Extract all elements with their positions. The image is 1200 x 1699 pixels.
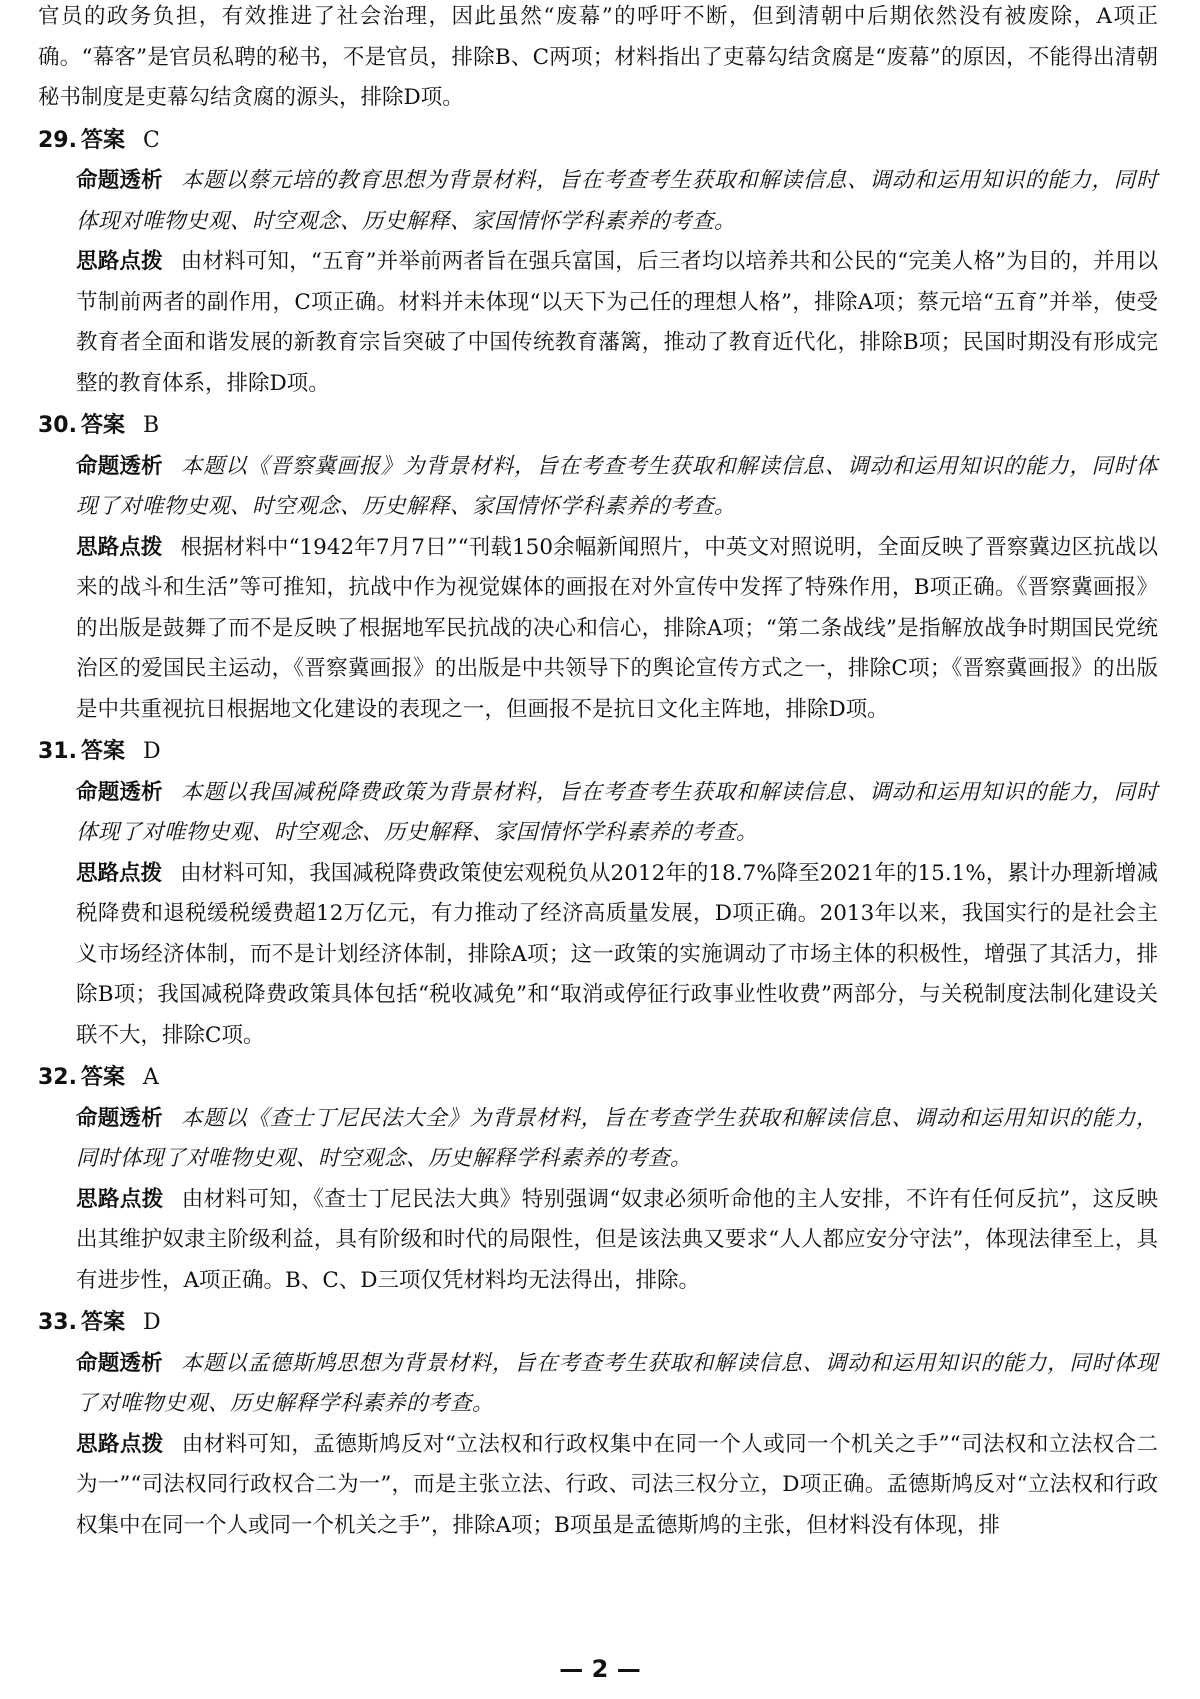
answer-heading: [38, 1058, 1158, 1099]
question-number: 30.: [38, 413, 77, 438]
hint-paragraph: [38, 242, 1158, 404]
answer-heading: [38, 1303, 1158, 1344]
analysis-text: 本题以蔡元培的教育思想为背景材料，旨在考查考生获取和解读信息、调动和运用知识的能力，同时体现对唯物史观、时空观念、历史解释、家国情怀学科素养的考查。: [76, 168, 1158, 234]
question-30: [38, 406, 1158, 730]
answer-letter: B: [143, 413, 160, 438]
analysis-label: 命题透析: [76, 1105, 163, 1131]
analysis-text: 本题以《晋察冀画报》为背景材料，旨在考查考生获取和解读信息、调动和运用知识的能力，同时体现了对唯物史观、时空观念、历史解释、家国情怀学科素养的考查。: [76, 453, 1158, 519]
answer-label: 答案: [80, 739, 125, 764]
hint-paragraph: [38, 1425, 1158, 1547]
analysis-label: 命题透析: [76, 779, 163, 805]
analysis-label: 命题透析: [76, 453, 163, 479]
analysis-paragraph: [38, 161, 1158, 242]
hint-label: 思路点拨: [76, 534, 163, 560]
hint-text: 根据材料中“1942年7月7日”“刊载150余幅新闻照片，中英文对照说明，全面反映了晋察冀边区抗战以来的战斗和生活”等可推知，抗战中作为视觉媒体的画报在对外宣传中发挥了特殊作用，B项正确。《晋察冀画报》的出版是鼓舞了而不是反映了根据地军民抗战的决心和信心，排除A项；“第二条战线”是指解放战争时期国民党统治区的爱国民主运动，《晋察冀画报》的出版是中共领导下的舆论宣传方式之一，排除C项；《晋察冀画报》的出版是中共重视抗日根据地文化建设的表现之一，但画报不是抗日文化主阵地，排除D项。: [76, 534, 1158, 722]
analysis-paragraph: [38, 1099, 1158, 1180]
hint-label: 思路点拨: [76, 1186, 164, 1212]
answer-letter: D: [143, 1310, 161, 1335]
hint-paragraph: [38, 1180, 1158, 1302]
hint-text: 由材料可知，《查士丁尼民法大典》特别强调“奴隶必须听命他的主人安排，不许有任何反抗”，这反映出其维护奴隶主阶级利益，具有阶级和时代的局限性，但是该法典又要求“人人都应安分守法”，体现法律至上，具有进步性，A项正确。B、C、D三项仅凭材料均无法得出，排除。: [76, 1186, 1158, 1293]
question-number: 33.: [38, 1310, 77, 1335]
question-number: 32.: [38, 1065, 77, 1090]
answer-letter: D: [143, 739, 161, 764]
answer-heading: [38, 121, 1158, 162]
hint-label: 思路点拨: [76, 249, 163, 274]
answer-letter: C: [143, 127, 160, 153]
hint-text: 由材料可知，我国减税降费政策使宏观税负从2012年的18.7%降至2021年的15.1%，累计办理新增减税降费和退税缓税缓费超12万亿元，有力推动了经济高质量发展，D项正确。2013年以来，我国实行的是社会主义市场经济体制，而不是计划经济体制，排除A项；这一政策的实施调动了市场主体的积极性，增强了其活力，排除B项；我国减税降费政策具体包括“税收减免”和“取消或停征行政事业性收费”两部分，与关税制度法制化建设关联不大，排除C项。: [76, 860, 1158, 1048]
answer-label: 答案: [80, 413, 125, 438]
analysis-label: 命题透析: [76, 168, 163, 193]
hint-paragraph: [38, 528, 1158, 731]
answer-heading: [38, 406, 1158, 447]
question-29: [38, 121, 1158, 405]
hint-label: 思路点拨: [76, 860, 163, 886]
question-33: [38, 1303, 1158, 1546]
answer-label: 答案: [80, 1065, 125, 1090]
analysis-text: 本题以我国减税降费政策为背景材料，旨在考查考生获取和解读信息、调动和运用知识的能力，同时体现了对唯物史观、时空观念、历史解释、家国情怀学科素养的考查。: [76, 779, 1158, 845]
question-31: [38, 732, 1158, 1056]
question-32: [38, 1058, 1158, 1301]
question-number: 29.: [38, 127, 77, 153]
answer-sheet-page: [38, 0, 1158, 1546]
intro-paragraph: 官员的政务负担，有效推进了社会治理，因此虽然“废幕”的呼吁不断，但到清朝中后期依然没有被废除，A项正确。“幕客”是官员私聘的秘书，不是官员，排除B、C两项；材料指出了吏幕勾结贪腐是“废幕”的原因，不能得出清朝秘书制度是吏幕勾结贪腐的源头，排除D项。: [38, 4, 1158, 110]
analysis-paragraph: [38, 1344, 1158, 1425]
question-number: 31.: [38, 739, 77, 764]
analysis-label: 命题透析: [76, 1350, 163, 1376]
hint-paragraph: [38, 854, 1158, 1057]
analysis-text: 本题以孟德斯鸠思想为背景材料，旨在考查考生获取和解读信息、调动和运用知识的能力，同时体现了对唯物史观、历史解释学科素养的考查。: [76, 1350, 1158, 1416]
analysis-paragraph: [38, 447, 1158, 528]
page-number: — 2 —: [559, 1655, 641, 1683]
analysis-paragraph: [38, 773, 1158, 854]
answer-heading: [38, 732, 1158, 773]
hint-text: 由材料可知，“五育”并举前两者旨在强兵富国，后三者均以培养共和公民的“完美人格”为目的，并用以节制前两者的副作用，C项正确。材料并未体现“以天下为己任的理想人格”，排除A项；蔡元培“五育”并举，使受教育者全面和谐发展的新教育宗旨突破了中国传统教育藩篱，推动了教育近代化，排除B项；民国时期没有形成完整的教育体系，排除D项。: [76, 249, 1158, 396]
hint-label: 思路点拨: [76, 1431, 164, 1457]
answer-label: 答案: [80, 127, 125, 153]
hint-text: 由材料可知，孟德斯鸠反对“立法权和行政权集中在同一个人或同一个机关之手”“司法权和立法权合二为一”“司法权同行政权合二为一”，而是主张立法、行政、司法三权分立，D项正确。孟德斯鸠反对“立法权和行政权集中在同一个人或同一个机关之手”，排除A项；B项虽是孟德斯鸠的主张，但材料没有体现，排: [76, 1431, 1158, 1538]
analysis-text: 本题以《查士丁尼民法大全》为背景材料，旨在考查学生获取和解读信息、调动和运用知识的能力，同时体现了对唯物史观、时空观念、历史解释学科素养的考查。: [76, 1105, 1158, 1171]
answer-label: 答案: [80, 1310, 125, 1335]
answer-letter: A: [143, 1065, 159, 1090]
